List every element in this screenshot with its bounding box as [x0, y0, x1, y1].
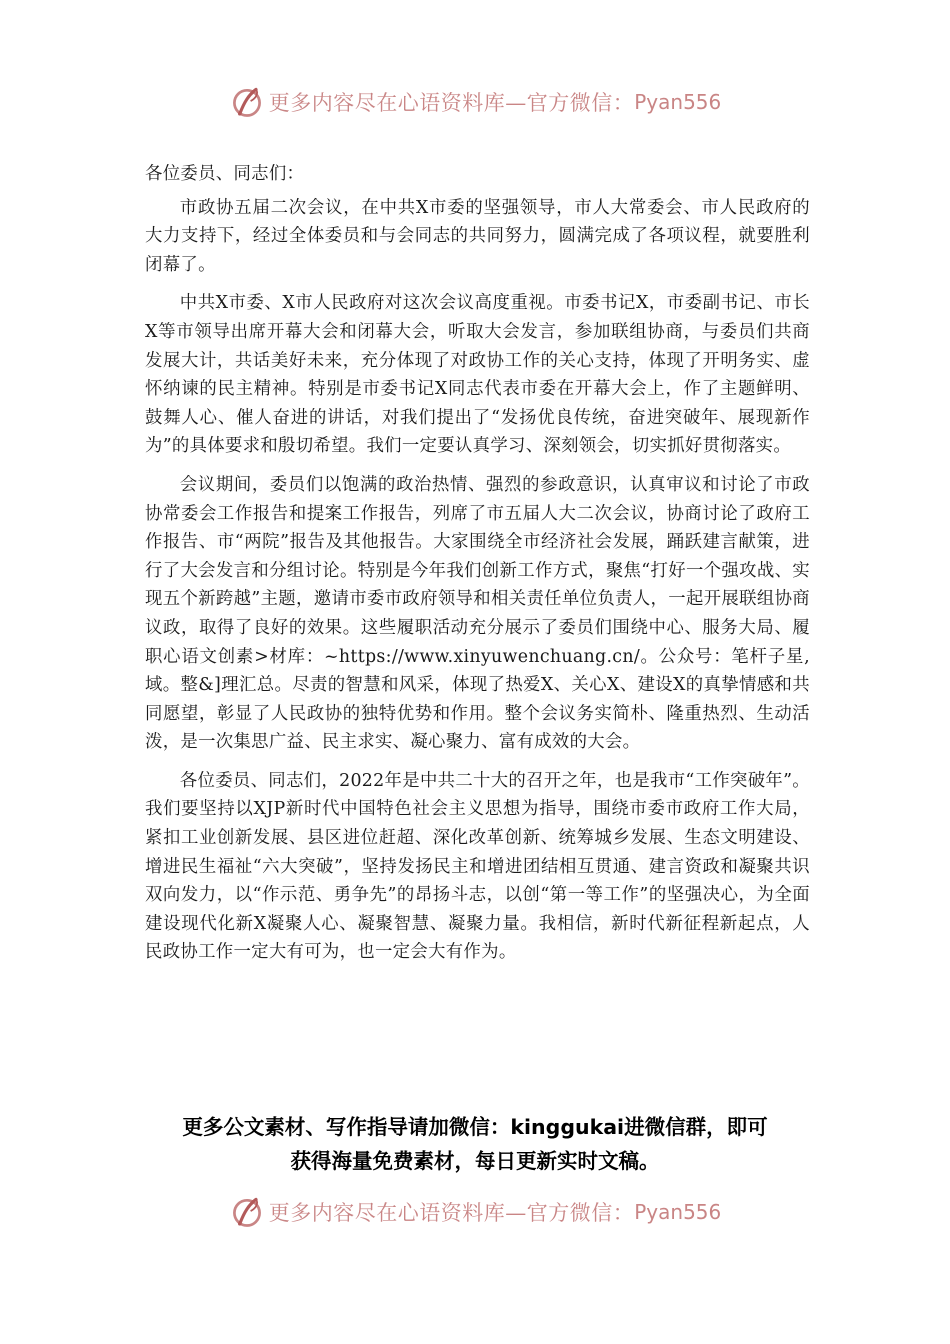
footer-note [140, 1110, 810, 1178]
quill-pen-icon [229, 84, 265, 120]
quill-pen-icon [229, 1194, 265, 1230]
salutation: 各位委员、同志们： [145, 164, 305, 184]
banner-wechat-id: Pyan556 [634, 1200, 722, 1224]
footer-note-line: 获得海量免费素材，每日更新实时文稿。 [290, 1149, 660, 1173]
banner-wechat-id: Pyan556 [634, 90, 722, 114]
paragraph: 市政协五届二次会议，在中共X市委的坚强领导，市人大常委会、市人民政府的大力支持下，经过全体委员和与会同志的共同努力，圆满完成了各项议程，就要胜利闭幕了。 [145, 197, 810, 275]
paragraph: 中共X市委、X市人民政府对这次会议高度重视。市委书记X，市委副书记、市长X等市领导出席开幕大会和闭幕大会，听取大会发言，参加联组协商，与委员们共商发展大计，共话美好未来，充分体现了对政协工作的关心支持，体现了开明务实、虚怀纳谏的民主精神。特别是市委书记X同志代表市委在开幕大会上，作了主题鲜明、鼓舞人心、催人奋进的讲话，对我们提出了“发扬优良传统，奋进突破年、展现新作为”的具体要求和殷切希望。我们一定要认真学习、深刻领会，切实抓好贯彻落实。 [145, 293, 810, 457]
banner-text: 更多内容尽在心语资料库—官方微信： [268, 91, 635, 115]
paragraph: 会议期间，委员们以饱满的政治热情、强烈的参政意识，认真审议和讨论了市政协常委会工作报告和提案工作报告，列席了市五届人大二次会议，协商讨论了政府工作报告、市“两院”报告及其他报告。大家围绕全市经济社会发展，踊跃建言献策，进行了大会发言和分组讨论。特别是今年我们创新工作方式，聚焦“打好一个强攻战、实现五个新跨越”主题，邀请市委市政府领导和相关责任单位负责人，一起开展联组协商议政，取得了良好的效果。这些履职活动充分展示了委员们围绕中心、服务大局、履职心语文创素>材库：~https://www.xinyuwenchuang.cn/。公众号：笔杆子星,域。整&]理汇总。尽责的智慧和风采，体现了热爱X、关心X、建设X的真挚情感和共同愿望，彰显了人民政协的独特优势和作用。整个会议务实简朴、隆重热烈、生动活泼，是一次集思广益、民主求实、凝心聚力、富有成效的大会。 [145, 474, 810, 753]
footer-banner [0, 1190, 950, 1234]
footer-note-line: 更多公文素材、写作指导请加微信：kinggukai进微信群，即可 [182, 1115, 768, 1139]
document-body [145, 160, 810, 977]
paragraph: 各位委员、同志们，2022年是中共二十大的召开之年，也是我市“工作突破年”。我们要坚持以XJP新时代中国特色社会主义思想为指导，围绕市委市政府工作大局，紧扣工业创新发展、县区进位赶超、深化改革创新、统筹城乡发展、生态文明建设、增进民生福祉“六大突破”，坚持发扬民主和增进团结相互贯通、建言资政和凝聚共识双向发力，以“作示范、勇争先”的昂扬斗志，以创“第一等工作”的坚强决心，为全面建设现代化新X凝聚人心、凝聚智慧、凝聚力量。我相信，新时代新征程新起点，人民政协工作一定大有可为，也一定会大有作为。 [145, 770, 810, 963]
header-banner [0, 80, 950, 124]
banner-text: 更多内容尽在心语资料库—官方微信： [268, 1201, 635, 1225]
